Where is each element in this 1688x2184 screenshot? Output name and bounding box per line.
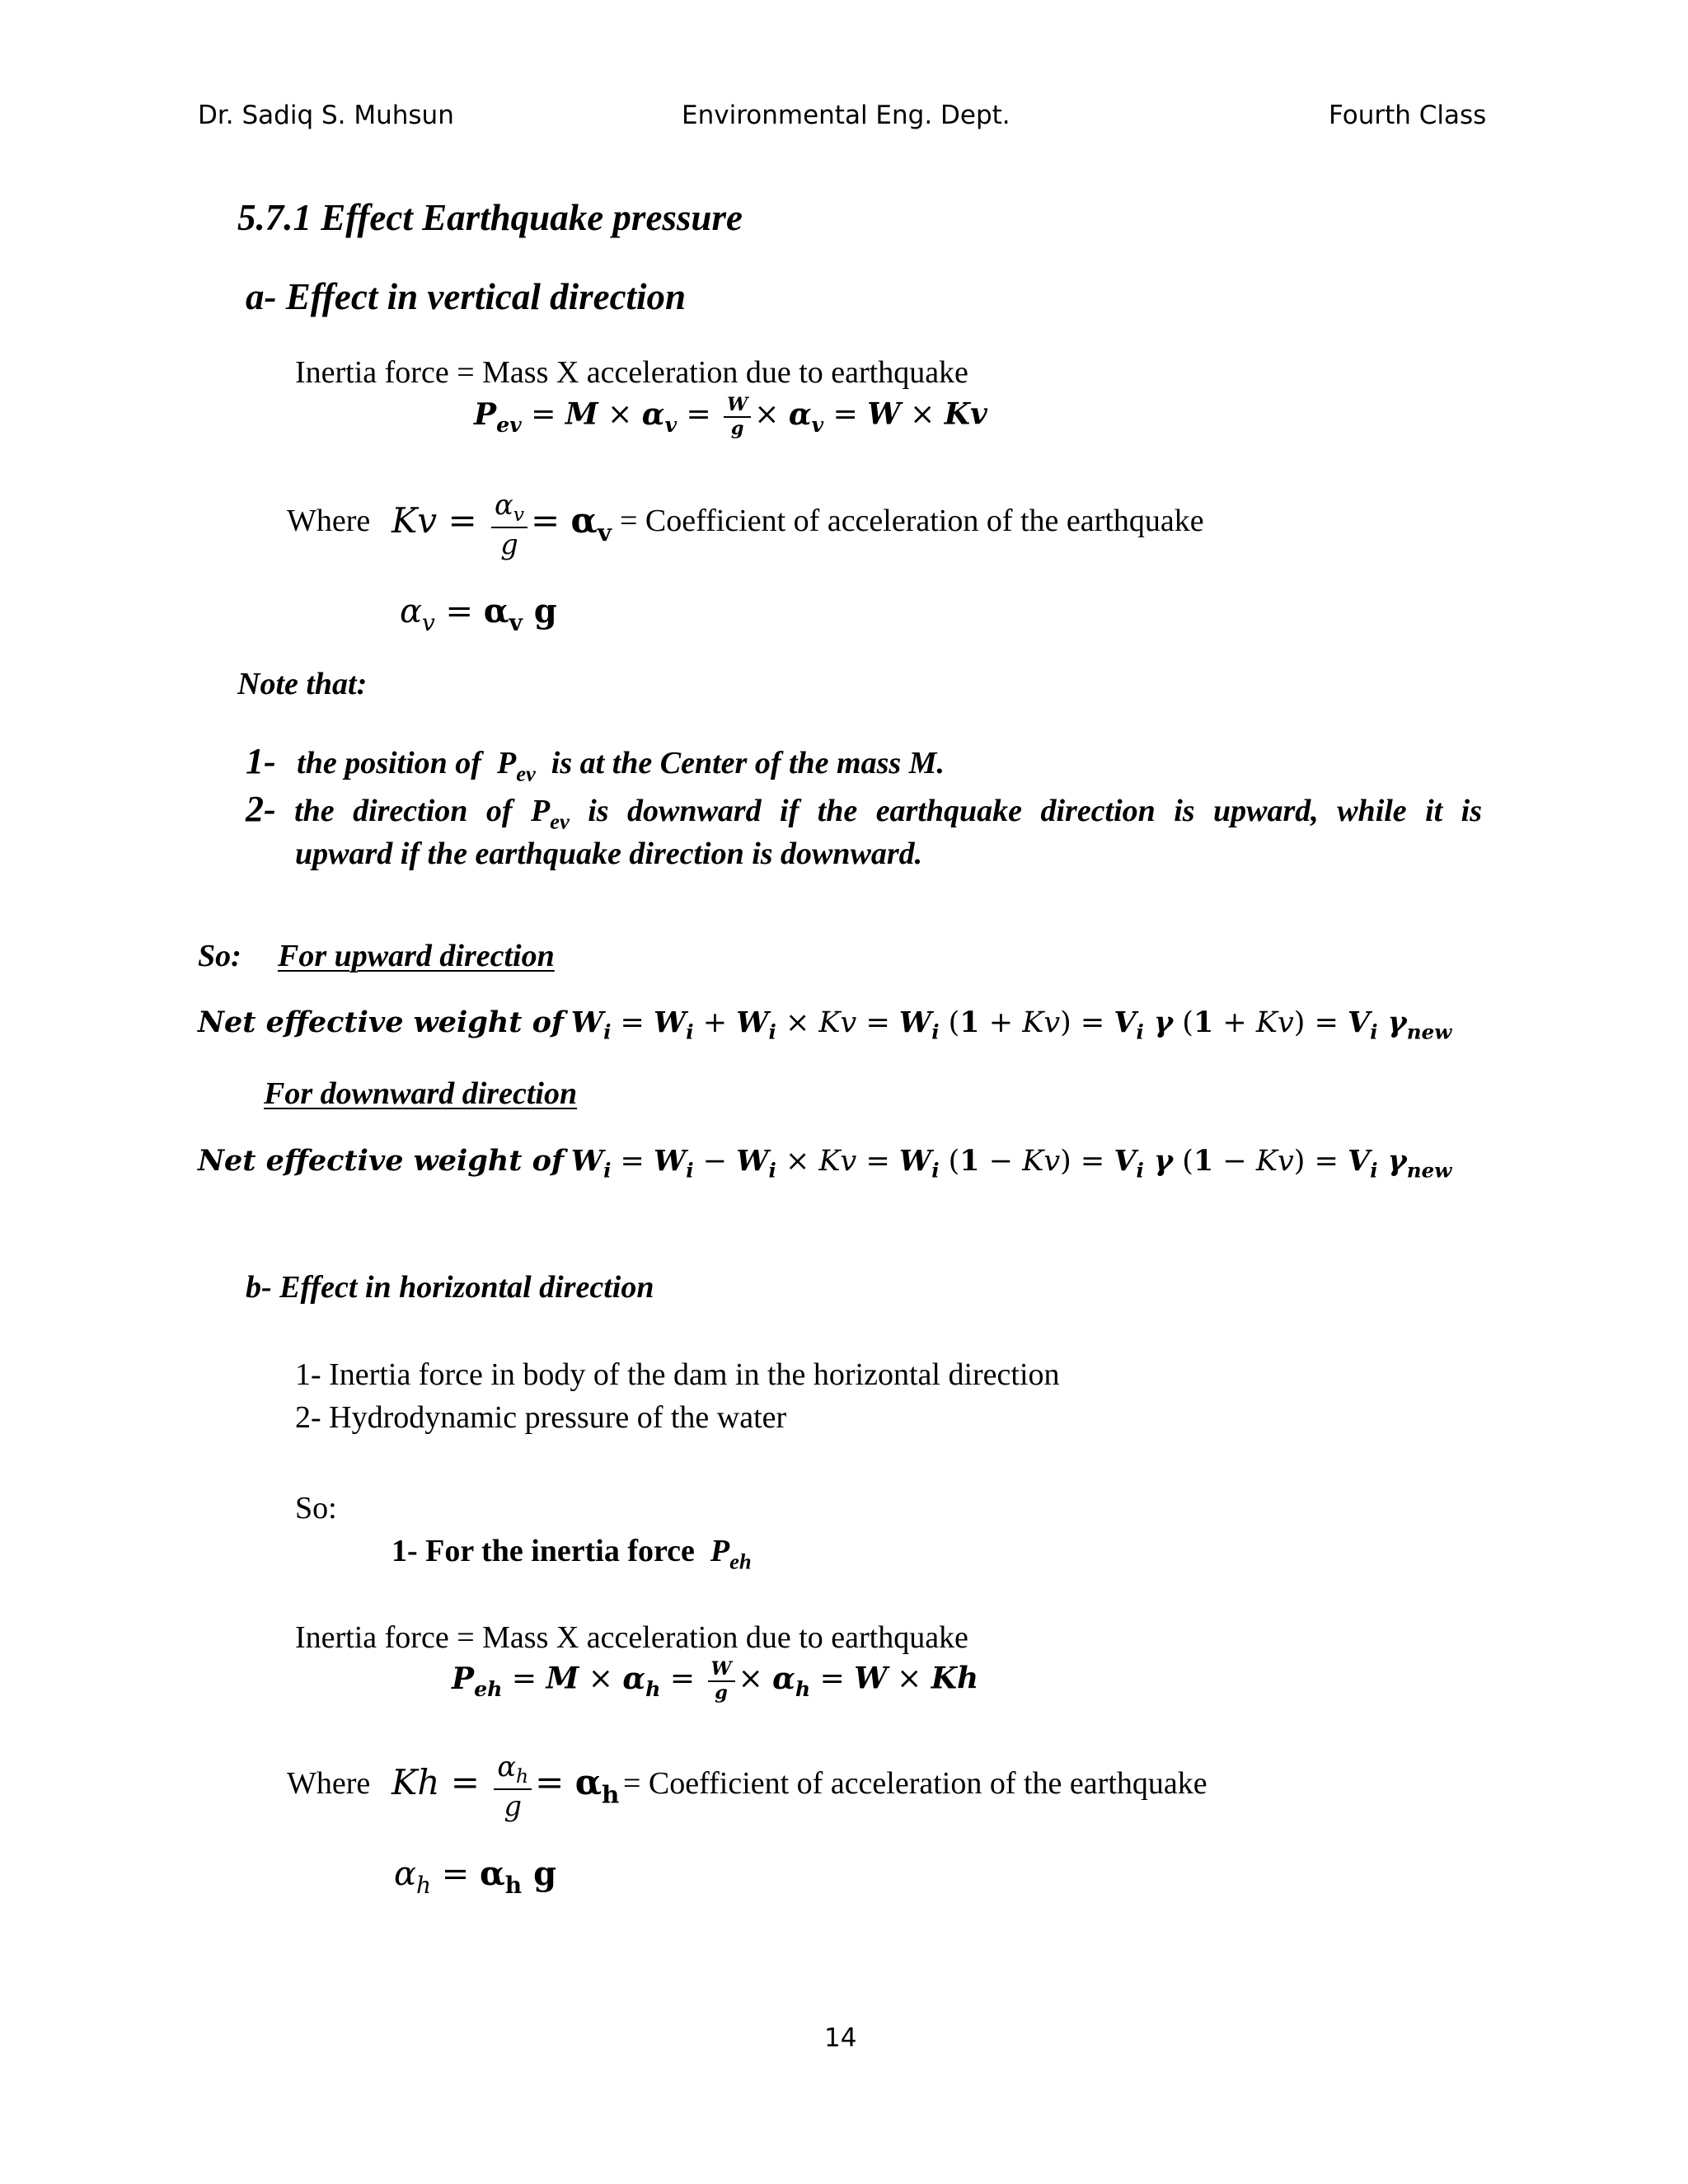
upward-direction-label: For upward direction bbox=[278, 939, 555, 973]
header-author: Dr. Sadiq S. Muhsun bbox=[198, 101, 454, 130]
horizontal-item-1: 1- Inertia force in body of the dam in the horizontal direction bbox=[295, 1357, 1060, 1392]
note-1-number: 1- bbox=[246, 741, 276, 781]
horizontal-kh-definition: Kh = $\frac{\alpha_h}{g}$ = $\alpha_h$ bbox=[392, 1750, 620, 1822]
vertical-coefficient-text: = Coefficient of acceleration of the earthquake bbox=[620, 504, 1204, 538]
horizontal-item-2: 2- Hydrodynamic pressure of the water bbox=[295, 1400, 787, 1435]
vertical-pev-equation: $P_{ev} = M \times \alpha_v$ = $\frac{W}{g}$ × $\alpha_v = W \times Kv$ bbox=[474, 394, 987, 440]
vertical-kv-definition: Kv = $\frac{\alpha_v}{g}$ = $\alpha_v$ bbox=[392, 489, 612, 560]
header-class: Fourth Class bbox=[1329, 101, 1487, 130]
note-2-number: 2- bbox=[246, 789, 276, 829]
note-item-1: 1- the position of $P_{ev}$ is at the Center of the mass M. bbox=[246, 741, 945, 786]
page-number: 14 bbox=[824, 2023, 857, 2053]
horizontal-inertia-text: Inertia force = Mass X acceleration due to earthquake bbox=[295, 1620, 968, 1655]
vertical-inertia-text: Inertia force = Mass X acceleration due to earthquake bbox=[295, 355, 968, 390]
section-title: 5.7.1 Effect Earthquake pressure bbox=[237, 197, 743, 238]
horizontal-where: Where bbox=[287, 1766, 371, 1801]
horizontal-peh-equation: $P_{eh} = M \times \alpha_h$ = $\frac{W}{g}$ × $\alpha_h = W \times Kh$ bbox=[452, 1658, 979, 1704]
upward-net-weight-equation: Net effective weight of $W_i = W_i + W_i \times Kv = W_i$ $(1 + Kv) = V_i$ γ $(1 + Kv) = V_i$ $\gamma_{new}$ bbox=[198, 1005, 1452, 1044]
note-item-2: 2- the direction of $P_{ev}$ is downward if the earthquake direction is upward, while it is upward if the earthquake direction is downward. bbox=[246, 789, 1483, 872]
so-label-horizontal: So: bbox=[295, 1491, 337, 1526]
note-title: Note that: bbox=[237, 667, 368, 701]
downward-net-weight-equation: Net effective weight of $W_i = W_i - W_i \times Kv = W_i$ $(1 - Kv) = V_i$ γ $(1 - Kv) = V_i$ $\gamma_{new}$ bbox=[198, 1144, 1452, 1183]
vertical-alpha-relation: $\alpha_v = \alpha_v$ g bbox=[400, 592, 557, 636]
horizontal-alpha-relation: $\alpha_h = \alpha_h$ g bbox=[394, 1854, 557, 1899]
downward-direction-label: For downward direction bbox=[264, 1076, 578, 1111]
horizontal-coefficient-text: = Coefficient of acceleration of the earthquake bbox=[623, 1766, 1207, 1801]
inertia-force-subheading: 1- For the inertia force $P_{eh}$ bbox=[392, 1534, 752, 1574]
vertical-heading: a- Effect in vertical direction bbox=[246, 276, 687, 317]
so-label-vertical: So: bbox=[198, 939, 241, 973]
header-department: Environmental Eng. Dept. bbox=[682, 101, 1010, 130]
vertical-where: Where bbox=[287, 504, 371, 538]
horizontal-heading: b- Effect in horizontal direction bbox=[246, 1270, 654, 1305]
